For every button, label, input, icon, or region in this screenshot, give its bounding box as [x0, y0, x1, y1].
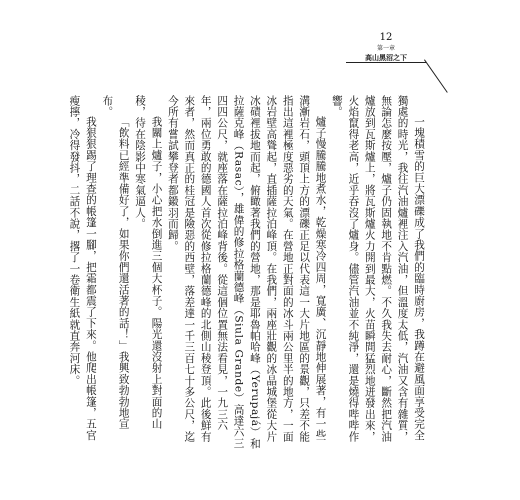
header-slash-decoration: [424, 59, 448, 92]
chapter-label: 第一章: [376, 45, 395, 52]
page-number: 12: [379, 32, 393, 43]
paragraph: 「飲料已經準備好了，如果你們還活著的話！」我興致勃勃地宣布。: [101, 95, 130, 430]
body-text: [68, 95, 427, 450]
paragraph: 爐子慢騰騰地煮水，乾燥寒冷四周，寬廣、沉靜地伸展著，有一些溝漸岩石，頭頂上方的漂礫正足以代表這一大片地區的景觀，只差不能指出這裡極度惡劣的天氣。在營地正對面的冰斗兩公里半的地方，一面冰岩壁高聳起，直插薩拉泊峰頂。在我們，兩座壯觀的冰晶城堡從大片冰磧裡拔地而起，俯瞰著我們的營地，那是耶魯帕哈峰（Yerupajá）和拉薩克峰（Rasac），雄偉的修拉格蘭德峰（Siula Grande）高達六三四四公尺，就座落在薩拉泊峰背後。從這個位置無法看見，一九三六年，兩位勇敢的德國人首次從修拉格蘭德峰的北側山稜登頂。此後鮮有來者，然而真正的桂冠是險惡的西壁，落差達一千三百七十多公尺，迄今所有嘗試攀登者都鎩羽而歸。: [166, 95, 327, 450]
paragraph: 我關上爐子，小心把水倒進三個大杯子。陽光還沒射上對面的山稜，待在陰影中寒氣逼人。: [134, 95, 163, 430]
chapter-title: 高山黑沼之下: [365, 53, 407, 62]
paragraph: 我狠狠踢了理查的帳篷一腳，把霜都震了下來。他爬出帳篷，五官瘦擰，冷得發抖，二話不說，撂了一卷衛生紙就直奔河床。: [68, 95, 97, 441]
paragraph: 一塊積雪的巨大漂礫成了我們的臨時廚房，我蹲在避風面享受完全獨處的時光，我往汽油爐裡注入汽油，但溫度太低，汽油又含有雜質，無論怎麼按壓，爐子仍固執地不肯點燃。不久我失去耐心，斷然把汽油爐放到瓦斯爐上，將瓦斯爐火力開到最大，火苗瞬間猛烈地迸發出來，火焰竄得老高，近乎吞沒了爐身。儘管汽油並不純淨，還是燒得哔哔作響。: [330, 95, 425, 443]
header-rule: [346, 62, 426, 63]
running-header: [346, 33, 426, 61]
